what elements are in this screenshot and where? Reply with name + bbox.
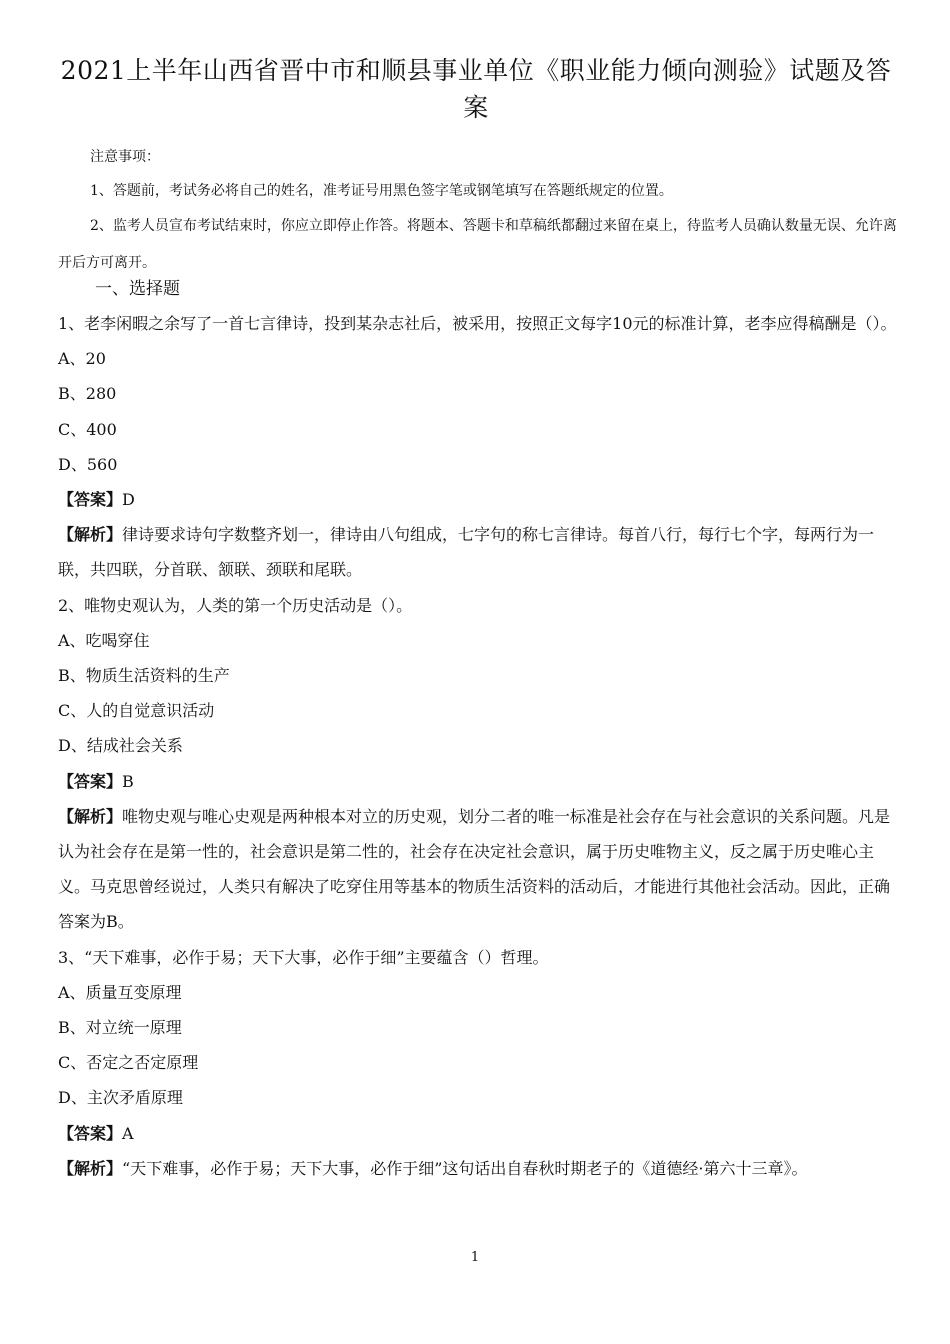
- section-heading: 一、选择题: [95, 279, 180, 299]
- analysis-text: “天下难事，必作于易；天下大事，必作于细”这句话出自春秋时期老子的《道德经·第六十三章》。: [122, 1158, 808, 1178]
- analysis-line: [58, 517, 898, 587]
- answer-tag: 【答案】: [58, 490, 123, 510]
- notice-item-2: 2、监考人员宣布考试结束时，你应立即停止作答。将题本、答题卡和草稿纸都翻过来留在桌上，待监考人员确认数量无误、允许离开后方可离开。: [58, 218, 897, 271]
- analysis-tag: 【解析】: [58, 1158, 123, 1178]
- question-stem: 3、“天下难事，必作于易；天下大事，必作于细”主要蕴含（）哲理。: [58, 947, 549, 967]
- question-option: D、主次矛盾原理: [58, 1088, 183, 1108]
- analysis-tag: 【解析】: [58, 525, 123, 545]
- page-number: 1: [470, 1250, 480, 1265]
- notice-heading: 注意事项：: [90, 149, 160, 165]
- question-list: [58, 306, 898, 1186]
- question-option: C、400: [58, 419, 117, 439]
- question-option: C、人的自觉意识活动: [58, 701, 215, 721]
- question-stem: 2、唯物史观认为，人类的第一个历史活动是（）。: [58, 595, 413, 615]
- question-option: B、280: [58, 384, 117, 404]
- answer-line: [58, 482, 898, 517]
- question-option: B、物质生活资料的生产: [58, 666, 230, 686]
- answer-line: [58, 764, 898, 799]
- analysis-line: [58, 799, 898, 940]
- question-option: A、吃喝穿住: [58, 630, 150, 650]
- analysis-text: 唯物史观与唯心史观是两种根本对立的历史观，划分二者的唯一标准是社会存在与社会意识的关系问题。凡是认为社会存在是第一性的，社会意识是第二性的，社会存在决定社会意识，属于历史唯物主义，反之属于历史唯心主义。马克思曾经说过，人类只有解决了吃穿住用等基本的物质生活资料的活动后，才能进行其他社会活动。因此，正确答案为B。: [58, 806, 891, 932]
- question-option: D、560: [58, 454, 118, 474]
- answer-value: D: [122, 490, 135, 510]
- question-option: B、对立统一原理: [58, 1018, 182, 1038]
- notice-block: [58, 140, 898, 282]
- analysis-line: [58, 1151, 898, 1186]
- answer-tag: 【答案】: [58, 771, 123, 791]
- notice-item-1: 1、答题前，考试务必将自己的姓名，准考证号用黑色签字笔或钢笔填写在答题纸规定的位置。: [90, 183, 673, 199]
- question-option: D、结成社会关系: [58, 736, 183, 756]
- question-option: A、20: [58, 349, 106, 369]
- answer-value: A: [122, 1123, 134, 1143]
- document-title: 2021上半年山西省晋中市和顺县事业单位《职业能力倾向测验》试题及答案: [60, 56, 892, 122]
- question-option: C、否定之否定原理: [58, 1053, 199, 1073]
- answer-line: [58, 1116, 898, 1151]
- answer-value: B: [122, 771, 134, 791]
- answer-tag: 【答案】: [58, 1123, 123, 1143]
- question-option: A、质量互变原理: [58, 982, 182, 1002]
- analysis-text: 律诗要求诗句字数整齐划一，律诗由八句组成，七字句的称七言律诗。每首八行，每行七个字，每两行为一联，共四联，分首联、颔联、颈联和尾联。: [58, 525, 875, 580]
- analysis-tag: 【解析】: [58, 806, 123, 826]
- question-stem: 1、老李闲暇之余写了一首七言律诗，投到某杂志社后，被采用，按照正文每字10元的标准计算，老李应得稿酬是（）。: [58, 314, 897, 333]
